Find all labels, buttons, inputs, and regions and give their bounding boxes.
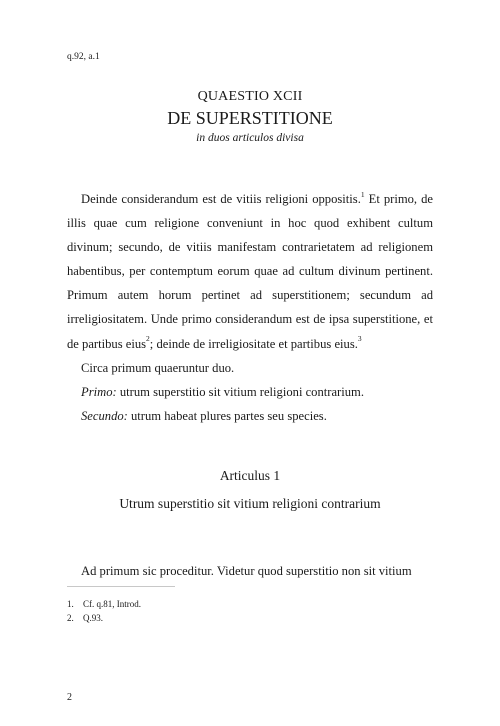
article-heading <box>0 466 500 514</box>
secundo-text: utrum habeat plures partes seu species. <box>127 408 327 423</box>
footnotes <box>67 597 141 625</box>
questions-intro: Circa primum quaeruntur duo. <box>81 360 235 375</box>
article-first-line: Ad primum sic proceditur. Videtur quod superstitio non sit vitium <box>81 564 412 578</box>
article-number: Articulus 1 <box>219 468 281 483</box>
question-secundo <box>67 404 433 428</box>
question-subtitle: in duos articulos divisa <box>196 132 304 144</box>
footnote-ref-2[interactable]: 2 <box>146 334 150 344</box>
footnote-text: Cf. q.81, Introd. <box>83 599 141 609</box>
question-number: QUAESTIO XCII <box>197 89 303 104</box>
footnote-item <box>67 611 141 625</box>
footnote-text: Q.93. <box>83 613 103 623</box>
footnote-number: 1. <box>67 599 74 609</box>
footnote-separator <box>67 586 175 587</box>
article-title: Utrum superstitio sit vitium religioni contrarium <box>119 496 381 511</box>
footnote-ref-3[interactable]: 3 <box>357 334 362 344</box>
intro-text-c: ; deinde de irreligiositate et partibus eius. <box>149 336 358 351</box>
primo-text: utrum superstitio sit vitium religioni contrarium. <box>116 384 364 399</box>
question-title: DE SUPERSTITIONE <box>167 108 333 128</box>
intro-paragraph <box>67 187 433 356</box>
footnote-number: 2. <box>67 613 74 623</box>
introduction-text <box>67 187 433 428</box>
question-heading <box>0 88 500 146</box>
page-number: 2 <box>67 692 72 703</box>
intro-text-b: Et primo, de illis quae cum religione conveniunt in hoc quod exhibent cultum divinum; secundo, de vitiis manifestam contrarietatem ad religionem habentibus, per contemptum eorum quae ad cultum divinum pertinent. Primum autem horum pertinet ad superstitionem; secundum ad irreligiositatem. Unde primo considerandum est de ipsa superstitione, et de partibus eius <box>67 192 433 351</box>
intro-text-a: Deinde considerandum est de vitiis religioni oppositis. <box>81 192 361 206</box>
footnote-item <box>67 597 141 611</box>
secundo-label: Secundo: <box>81 408 128 423</box>
question-primo <box>67 380 433 404</box>
primo-label: Primo: <box>81 384 117 399</box>
running-head: q.92, a.1 <box>67 52 100 62</box>
footnote-ref-1[interactable]: 1 <box>360 189 365 199</box>
